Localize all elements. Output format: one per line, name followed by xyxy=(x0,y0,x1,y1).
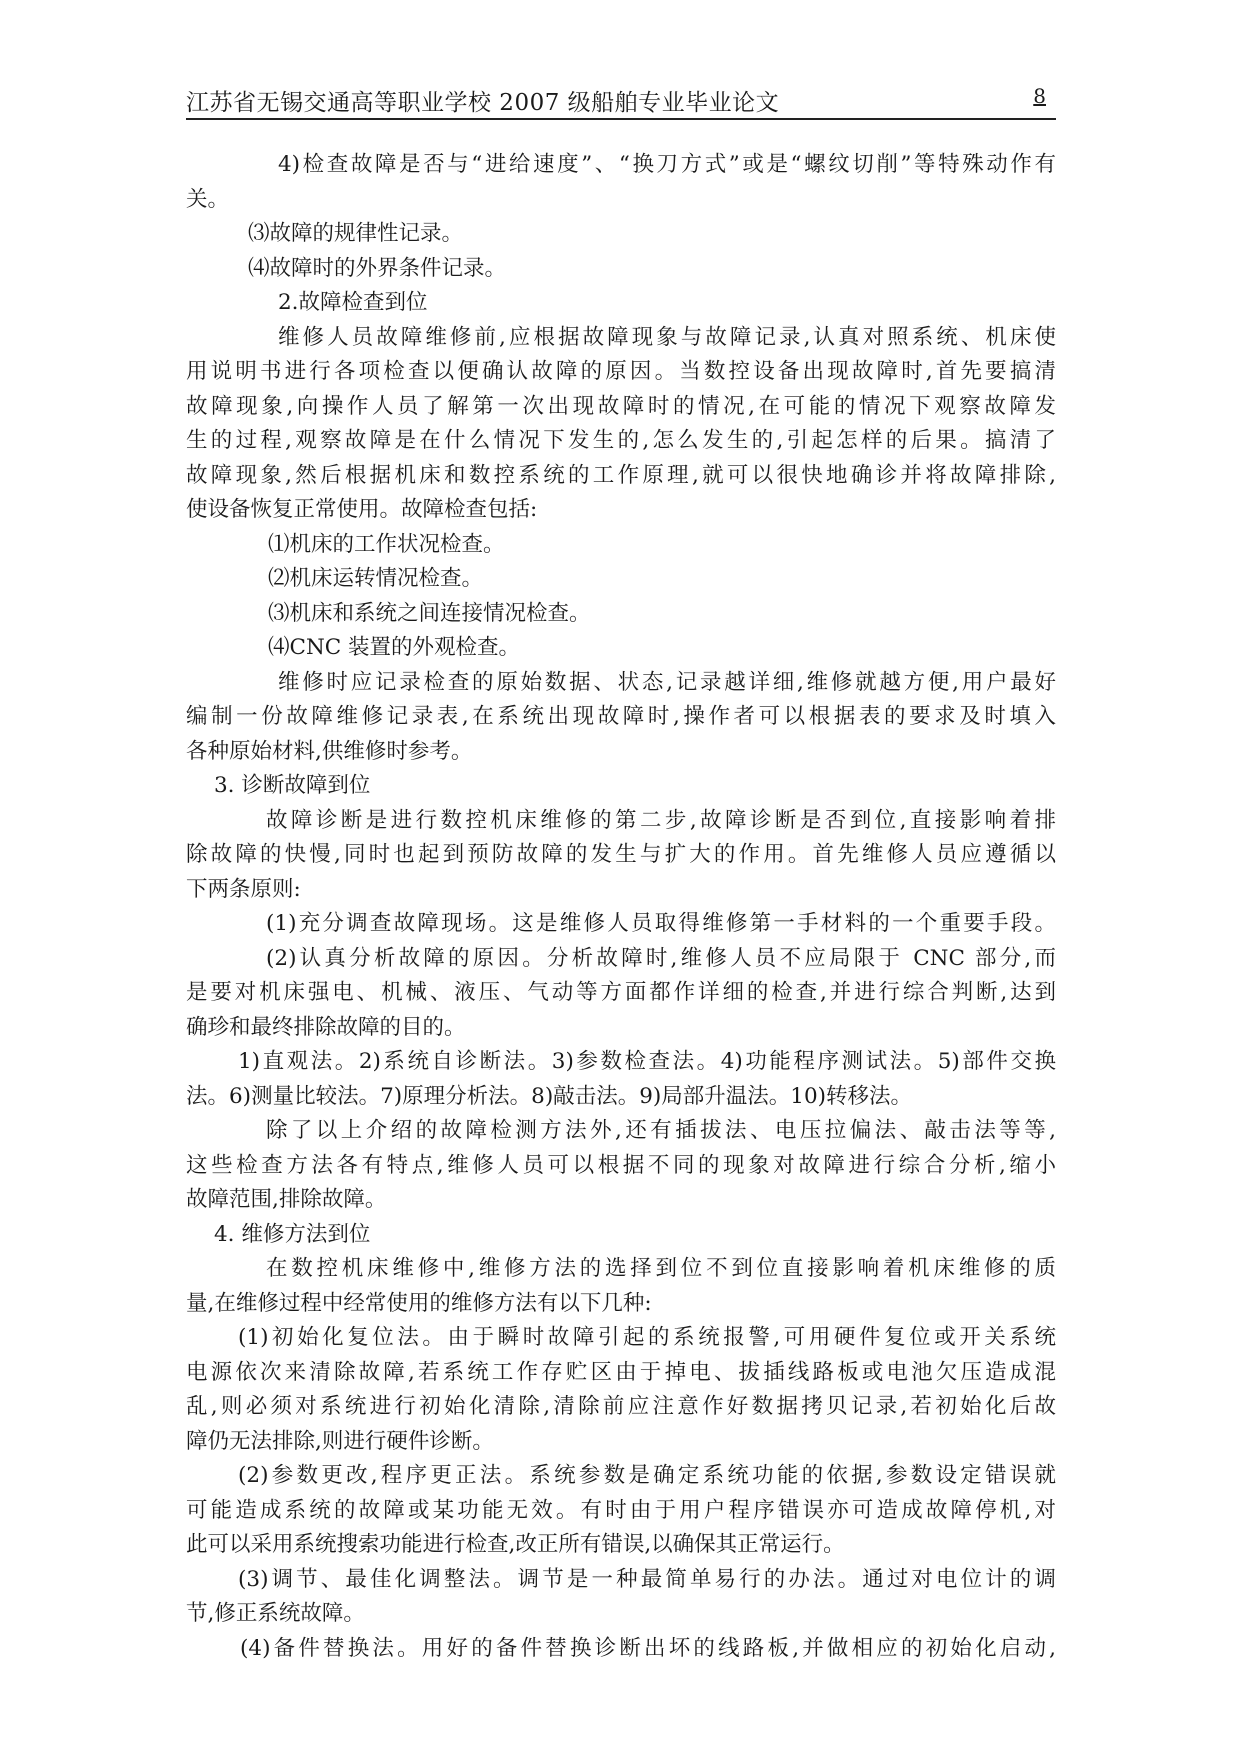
text-line: 除了以上介绍的故障检测方法外,还有插拔法、电压拉偏法、敲击法等等, xyxy=(266,1118,1056,1143)
text-line: 用说明书进行各项检查以便确认故障的原因。当数控设备出现故障时,首先要搞清 xyxy=(186,359,1056,384)
text-line: 可能造成系统的故障或某功能无效。有时由于用户程序错误亦可造成故障停机,对 xyxy=(186,1497,1056,1523)
page-header xyxy=(186,82,1056,120)
text-line: 使设备恢复正常使用。故障检查包括: xyxy=(186,497,538,522)
text-line: 除故障的快慢,同时也起到预防故障的发生与扩大的作用。首先维修人员应遵循以 xyxy=(186,842,1056,867)
text-line: 节,修正系统故障。 xyxy=(186,1601,365,1626)
text-line: 维修时应记录检查的原始数据、状态,记录越详细,维修就越方便,用户最好 xyxy=(278,669,1056,695)
text-line: 此可以采用系统搜索功能进行检查,改正所有错误,以确保其正常运行。 xyxy=(186,1532,845,1557)
text-line: 在数控机床维修中,维修方法的选择到位不到位直接影响着机床维修的质 xyxy=(266,1256,1056,1281)
text-line: 3. 诊断故障到位 xyxy=(214,773,371,798)
text-line: 障仍无法排除,则进行硬件诊断。 xyxy=(186,1428,494,1454)
text-line: 故障现象,然后根据机床和数控系统的工作原理,就可以很快地确诊并将故障排除, xyxy=(186,462,1056,488)
text-line: ⑷CNC 装置的外观检查。 xyxy=(268,635,521,660)
text-line: (1)初始化复位法。由于瞬时故障引起的系统报警,可用硬件复位或开关系统 xyxy=(238,1325,1056,1350)
text-line: ⑴机床的工作状况检查。 xyxy=(268,531,505,557)
text-line: 各种原始材料,供维修时参考。 xyxy=(186,738,473,764)
text-line: 这些检查方法各有特点,维修人员可以根据不同的现象对故障进行综合分析,缩小 xyxy=(186,1152,1056,1178)
text-line: 量,在维修过程中经常使用的维修方法有以下几种: xyxy=(186,1290,652,1316)
text-line: 4. 维修方法到位 xyxy=(214,1221,371,1247)
text-line: (1)充分调查故障现场。这是维修人员取得维修第一手材料的一个重要手段。 xyxy=(266,911,1056,936)
document-body xyxy=(186,148,1056,1666)
text-line: 故障诊断是进行数控机床维修的第二步,故障诊断是否到位,直接影响着排 xyxy=(266,807,1056,833)
text-line: 1)直观法。2)系统自诊断法。3)参数检查法。4)功能程序测试法。5)部件交换 xyxy=(238,1049,1056,1074)
text-line: 2.故障检查到位 xyxy=(278,290,428,315)
text-line: 编制一份故障维修记录表,在系统出现故障时,操作者可以根据表的要求及时填入 xyxy=(186,704,1056,729)
text-line: 生的过程,观察故障是在什么情况下发生的,怎么发生的,引起怎样的后果。搞清了 xyxy=(186,428,1056,453)
text-line: 确珍和最终排除故障的目的。 xyxy=(186,1014,466,1040)
text-line: 是要对机床强电、机械、液压、气动等方面都作详细的检查,并进行综合判断,达到 xyxy=(186,980,1056,1005)
text-line: ⑷故障时的外界条件记录。 xyxy=(248,255,507,281)
text-line: 关。 xyxy=(186,186,230,212)
text-line: 下两条原则: xyxy=(186,876,301,902)
text-line: ⑵机床运转情况检查。 xyxy=(268,566,484,591)
text-line: 法。6)测量比较法。7)原理分析法。8)敲击法。9)局部升温法。10)转移法。 xyxy=(186,1083,913,1109)
header-title: 江苏省无锡交通高等职业学校 2007 级船舶专业毕业论文 xyxy=(186,90,780,116)
text-line: 维修人员故障维修前,应根据故障现象与故障记录,认真对照系统、机床使 xyxy=(278,324,1056,350)
text-line: 故障现象,向操作人员了解第一次出现故障时的情况,在可能的情况下观察故障发 xyxy=(186,393,1056,419)
text-line: 故障范围,排除故障。 xyxy=(186,1187,387,1212)
text-line: ⑶机床和系统之间连接情况检查。 xyxy=(268,600,591,626)
text-line: (2)认真分析故障的原因。分析故障时,维修人员不应局限于 CNC 部分,而 xyxy=(266,945,1056,971)
text-line: 4)检查故障是否与“进给速度”、“换刀方式”或是“螺纹切削”等特殊动作有 xyxy=(278,152,1056,177)
text-line: 乱,则必须对系统进行初始化清除,清除前应注意作好数据拷贝记录,若初始化后故 xyxy=(186,1394,1056,1419)
page-number: 8 xyxy=(1033,84,1046,108)
text-line: (2)参数更改,程序更正法。系统参数是确定系统功能的依据,参数设定错误就 xyxy=(238,1463,1056,1488)
text-line: 电源依次来清除故障,若系统工作存贮区由于掉电、拔插线路板或电池欠压造成混 xyxy=(186,1359,1056,1385)
text-line: (3)调节、最佳化调整法。调节是一种最简单易行的办法。通过对电位计的调 xyxy=(238,1566,1056,1592)
text-line: ⑶故障的规律性记录。 xyxy=(248,221,464,246)
text-line: (4)备件替换法。用好的备件替换诊断出坏的线路板,并做相应的初始化启动, xyxy=(240,1635,1056,1661)
